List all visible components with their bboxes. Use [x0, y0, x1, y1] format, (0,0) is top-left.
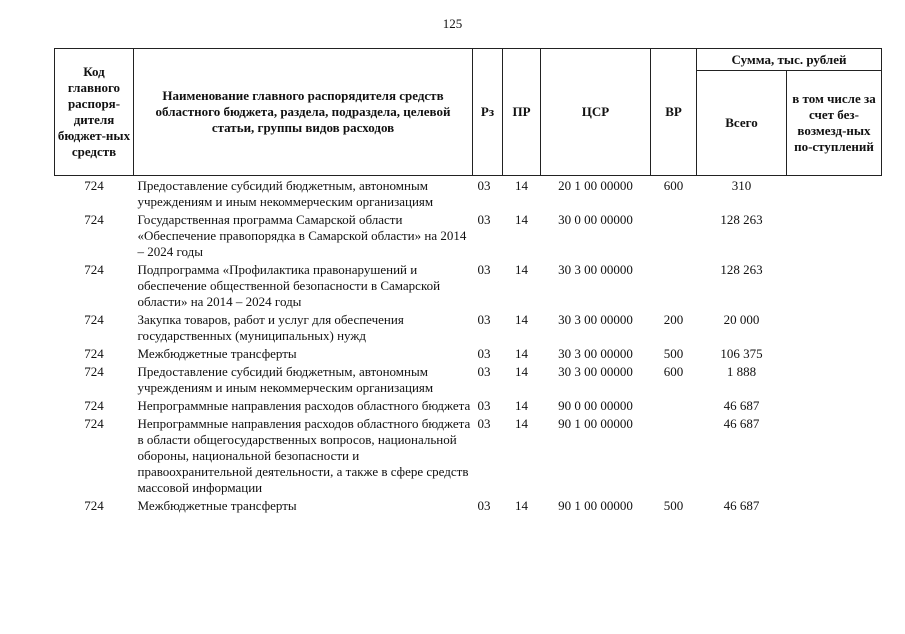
cell-code: 724 — [84, 364, 104, 379]
cell-name: Закупка товаров, работ и услуг для обеспечения государственных (муниципальных) нужд — [137, 312, 404, 343]
cell-code: 724 — [84, 416, 104, 431]
cell-name: Государственная программа Самарской области «Обеспечение правопорядка в Самарской области» на 2014 – 2024 годы — [137, 212, 467, 259]
cell-total: 46 687 — [723, 398, 760, 413]
cell-name: Предоставление субсидий бюджетным, автономным учреждениям и иным некоммерческим организациям — [137, 364, 434, 395]
cell-pr: 14 — [515, 262, 528, 277]
cell-pr: 14 — [515, 498, 528, 513]
cell-total: 310 — [731, 178, 752, 193]
table-row — [55, 496, 882, 514]
cell-code: 724 — [84, 498, 104, 513]
cell-pr: 14 — [515, 346, 528, 361]
cell-name: Предоставление субсидий бюджетным, автономным учреждениям и иным некоммерческим организациям — [137, 178, 434, 209]
cell-vr: 600 — [663, 364, 684, 379]
cell-rz: 03 — [477, 178, 491, 193]
cell-free — [787, 260, 882, 310]
cell-csr: 90 1 00 00000 — [558, 416, 633, 431]
header-pr: ПР — [503, 49, 541, 176]
cell-code: 724 — [84, 346, 104, 361]
cell-vr: 600 — [663, 178, 684, 193]
cell-free — [787, 414, 882, 496]
cell-vr: 500 — [663, 346, 684, 361]
cell-pr: 14 — [515, 398, 528, 413]
table-row — [55, 176, 882, 211]
cell-total: 1 888 — [726, 364, 757, 379]
cell-free — [787, 396, 882, 414]
table-header — [55, 49, 882, 176]
cell-free — [787, 496, 882, 514]
cell-csr: 30 3 00 00000 — [558, 312, 633, 327]
table-row — [55, 362, 882, 396]
budget-table — [54, 48, 882, 514]
cell-name: Межбюджетные трансферты — [137, 498, 297, 513]
cell-total: 106 375 — [720, 346, 763, 361]
cell-name: Непрограммные направления расходов областного бюджета — [137, 398, 471, 413]
header-csr: ЦСР — [541, 49, 651, 176]
header-free: в том числе за счет без-возмезд-ных по-ступлений — [787, 71, 882, 176]
cell-csr: 30 3 00 00000 — [558, 262, 633, 277]
cell-rz: 03 — [477, 498, 491, 513]
cell-rz: 03 — [477, 364, 491, 379]
cell-csr: 30 3 00 00000 — [558, 346, 633, 361]
cell-pr: 14 — [515, 364, 528, 379]
table-body — [55, 176, 882, 515]
cell-vr — [651, 210, 697, 260]
cell-vr: 200 — [663, 312, 684, 327]
cell-pr: 14 — [515, 178, 528, 193]
cell-pr: 14 — [515, 416, 528, 431]
table-row — [55, 414, 882, 496]
cell-csr: 90 1 00 00000 — [558, 498, 633, 513]
header-total: Всего — [697, 71, 787, 176]
table-row — [55, 260, 882, 310]
cell-code: 724 — [84, 262, 104, 277]
cell-name: Подпрограмма «Профилактика правонарушений и обеспечение общественной безопасности в Самарской области» на 2014 – 2024 годы — [137, 262, 441, 309]
cell-code: 724 — [84, 312, 104, 327]
cell-csr: 20 1 00 00000 — [558, 178, 633, 193]
table-row — [55, 210, 882, 260]
cell-rz: 03 — [477, 398, 491, 413]
cell-vr: 500 — [663, 498, 684, 513]
cell-total: 128 263 — [720, 262, 763, 277]
cell-vr — [651, 414, 697, 496]
page-number: 125 — [442, 16, 463, 31]
cell-name: Непрограммные направления расходов областного бюджета в области общегосударственных вопросов, национальной обороны, национальной безопасности и правоохранительной деятельности, а также в сфере средств массовой информации — [137, 416, 471, 495]
header-rz: Рз — [473, 49, 503, 176]
cell-csr: 30 3 00 00000 — [558, 364, 633, 379]
cell-free — [787, 362, 882, 396]
header-code: Код главного распоря-дителя бюджет-ных средств — [55, 49, 134, 176]
cell-total: 20 000 — [723, 312, 760, 327]
header-sum-group: Сумма, тыс. рублей — [697, 49, 882, 71]
header-name: Наименование главного распорядителя средств областного бюджета, раздела, подраздела, целевой статьи, группы видов расходов — [134, 49, 473, 176]
cell-rz: 03 — [477, 262, 491, 277]
cell-name: Межбюджетные трансферты — [137, 346, 297, 361]
cell-total: 128 263 — [720, 212, 763, 227]
cell-total: 46 687 — [723, 416, 760, 431]
cell-code: 724 — [84, 398, 104, 413]
cell-free — [787, 176, 882, 211]
cell-rz: 03 — [477, 416, 491, 431]
cell-code: 724 — [84, 178, 104, 193]
cell-free — [787, 210, 882, 260]
table-row — [55, 310, 882, 344]
cell-rz: 03 — [477, 312, 491, 327]
cell-pr: 14 — [515, 212, 528, 227]
cell-vr — [651, 260, 697, 310]
cell-csr: 90 0 00 00000 — [558, 398, 633, 413]
cell-code: 724 — [84, 212, 104, 227]
table-row — [55, 344, 882, 362]
cell-rz: 03 — [477, 212, 491, 227]
cell-rz: 03 — [477, 346, 491, 361]
cell-vr — [651, 396, 697, 414]
header-vr: ВР — [651, 49, 697, 176]
cell-free — [787, 310, 882, 344]
cell-csr: 30 0 00 00000 — [558, 212, 633, 227]
cell-total: 46 687 — [723, 498, 760, 513]
cell-free — [787, 344, 882, 362]
cell-pr: 14 — [515, 312, 528, 327]
table-row — [55, 396, 882, 414]
